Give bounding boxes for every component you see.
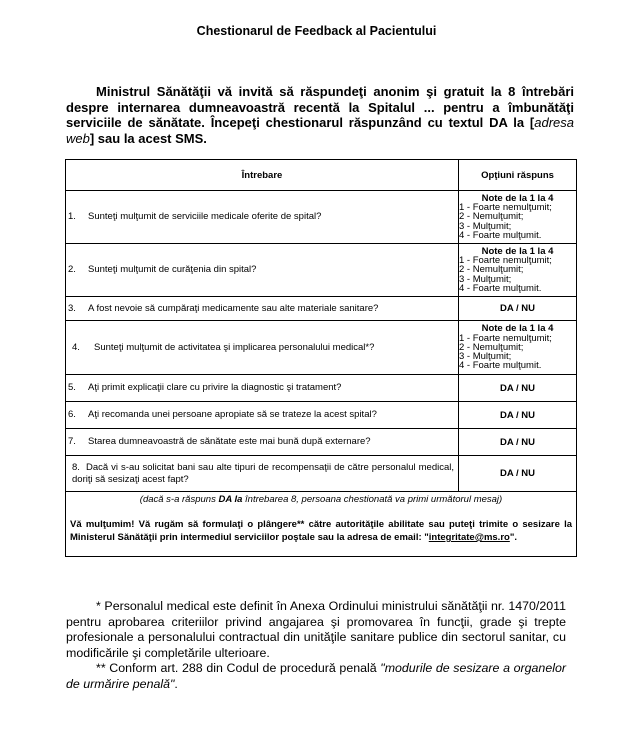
scale-item: 4 - Foarte mulţumit. — [459, 360, 542, 372]
scale-item: 1 - Foarte nemulţumit; — [459, 255, 552, 267]
question-cell: 5. Aţi primit explicaţii clare cu privire la diagnostic şi tratament? — [66, 375, 459, 402]
email-link[interactable]: integritate@ms.ro — [428, 532, 510, 543]
question-text: Starea dumneavoastră de sănătate este mai bună după externare? — [88, 436, 371, 448]
scale-item: 2 - Nemulţumit; — [459, 211, 524, 223]
table-row — [66, 375, 577, 402]
footnotes — [66, 599, 566, 693]
question-cell: 4. Sunteţi mulţumit de activitatea şi implicarea personalului medical*? — [66, 321, 459, 375]
scale-item: 4 - Foarte mulţumit. — [459, 229, 542, 241]
yes-no-cell: DA / NU — [459, 456, 577, 492]
question-cell: 6. Aţi recomanda unei persoane apropiate să se trateze la acest spital? — [66, 402, 459, 429]
scale-item: 3 - Mulţumit; — [459, 351, 512, 363]
question-cell: 2. Sunteţi mulţumit de curăţenia din spital? — [66, 244, 459, 297]
options-cell — [459, 191, 577, 244]
yes-no-cell: DA / NU — [459, 402, 577, 429]
question-text: Sunteţi mulţumit de activitatea şi implicarea personalului medical*? — [94, 341, 375, 353]
question-text: A fost nevoie să cumpăraţi medicamente sau alte materiale sanitare? — [88, 302, 379, 314]
yes-no-cell: DA / NU — [459, 375, 577, 402]
table-row — [66, 321, 577, 375]
intro-paragraph — [66, 84, 574, 146]
footnote-1: * Personalul medical este definit în Anexa Ordinului ministrului sănătăţii nr. 1470/2011 pentru aprobarea criteriilor privind angajarea şi promovarea în funcţii, grade şi trepte profesionale a personalului contractual din unităţile sanitare publice din sectorul sanitar, cu modificările şi completările ulterioare. — [66, 599, 566, 660]
question-text: Dacă vi s-au solicitat bani sau alte tipuri de recompensaţii de către personalul medical, doriţi să sesizaţi acest fapt? — [72, 462, 454, 485]
question-cell: 3. A fost nevoie să cumpăraţi medicamente sau alte materiale sanitare? — [66, 297, 459, 321]
question-text: Aţi primit explicaţii clare cu privire la diagnostic şi tratament? — [88, 382, 342, 394]
scale-heading: Note de la 1 la 4 — [481, 323, 554, 335]
footnote-2: ** Conform art. 288 din Codul de procedură penală "modurile de sesizare a organelor de urmărire penală". — [66, 661, 566, 691]
question-cell: 7. Starea dumneavoastră de sănătate este mai bună după externare? — [66, 429, 459, 456]
scale-item: 2 - Nemulţumit; — [459, 341, 524, 353]
question-cell: 8. Dacă vi s-au solicitat bani sau alte tipuri de recompensaţii de către personalul medical, doriţi să sesizaţi acest fapt? — [66, 456, 459, 492]
question-text: Aţi recomanda unei persoane apropiate să se trateze la acest spital? — [88, 409, 377, 421]
response-note-cell — [66, 492, 577, 557]
table-row — [66, 402, 577, 429]
table-header-row — [66, 160, 577, 191]
scale-item: 1 - Foarte nemulţumit; — [459, 202, 552, 214]
table-row — [66, 456, 577, 492]
yes-no-cell: DA / NU — [459, 429, 577, 456]
question-cell: 1. Sunteţi mulţumit de serviciile medicale oferite de spital? — [66, 191, 459, 244]
table-row — [66, 244, 577, 297]
question-text: Sunteţi mulţumit de curăţenia din spital? — [88, 264, 257, 276]
table-row — [66, 492, 577, 557]
scale-item: 3 - Mulţumit; — [459, 220, 512, 232]
table-row — [66, 429, 577, 456]
header-question: Întrebare — [66, 160, 459, 191]
scale-heading: Note de la 1 la 4 — [481, 245, 554, 257]
intro-text-2: ] sau la acest SMS. — [89, 130, 207, 146]
intro-web-address: adresa web — [66, 115, 574, 146]
scale-item: 4 - Foarte mulţumit. — [459, 282, 542, 294]
header-options: Opţiuni răspuns — [459, 160, 577, 191]
scale-heading: Note de la 1 la 4 — [481, 192, 554, 204]
yes-no-cell: DA / NU — [459, 297, 577, 321]
scale-item: 2 - Nemulţumit; — [459, 264, 524, 276]
table-row — [66, 297, 577, 321]
questions-table — [65, 159, 577, 557]
scale-item: 3 - Mulţumit; — [459, 273, 512, 285]
document-title: Chestionarul de Feedback al Pacientului — [196, 24, 437, 38]
scale-item: 1 - Foarte nemulţumit; — [459, 332, 552, 344]
question-text: Sunteţi mulţumit de serviciile medicale oferite de spital? — [88, 211, 322, 223]
options-cell — [459, 321, 577, 375]
options-cell — [459, 244, 577, 297]
response-condition-note: (dacă s-a răspuns DA la întrebarea 8, persoana chestionată va primi următorul mesaj) — [139, 494, 503, 505]
intro-text-1: Ministrul Sănătăţii vă invită să răspundeţi anonim şi gratuit la 8 întrebări despre internarea dumneavoastră recentă la Spitalul ... pentru a îmbunătăţi serviciile de sănătate. Începeţi chestionarul răspunzând cu textul DA la [ — [66, 84, 574, 131]
table-row — [66, 191, 577, 244]
thank-you-message: Vă mulţumim! Vă rugăm să formulaţi o plângere** către autorităţile abilitate sau puteţi trimite o sesizare la Ministerul Sănătăţii prin intermediul serviciilor poştale sau la adresa de email: "integritate@ms.ro". — [70, 519, 572, 543]
